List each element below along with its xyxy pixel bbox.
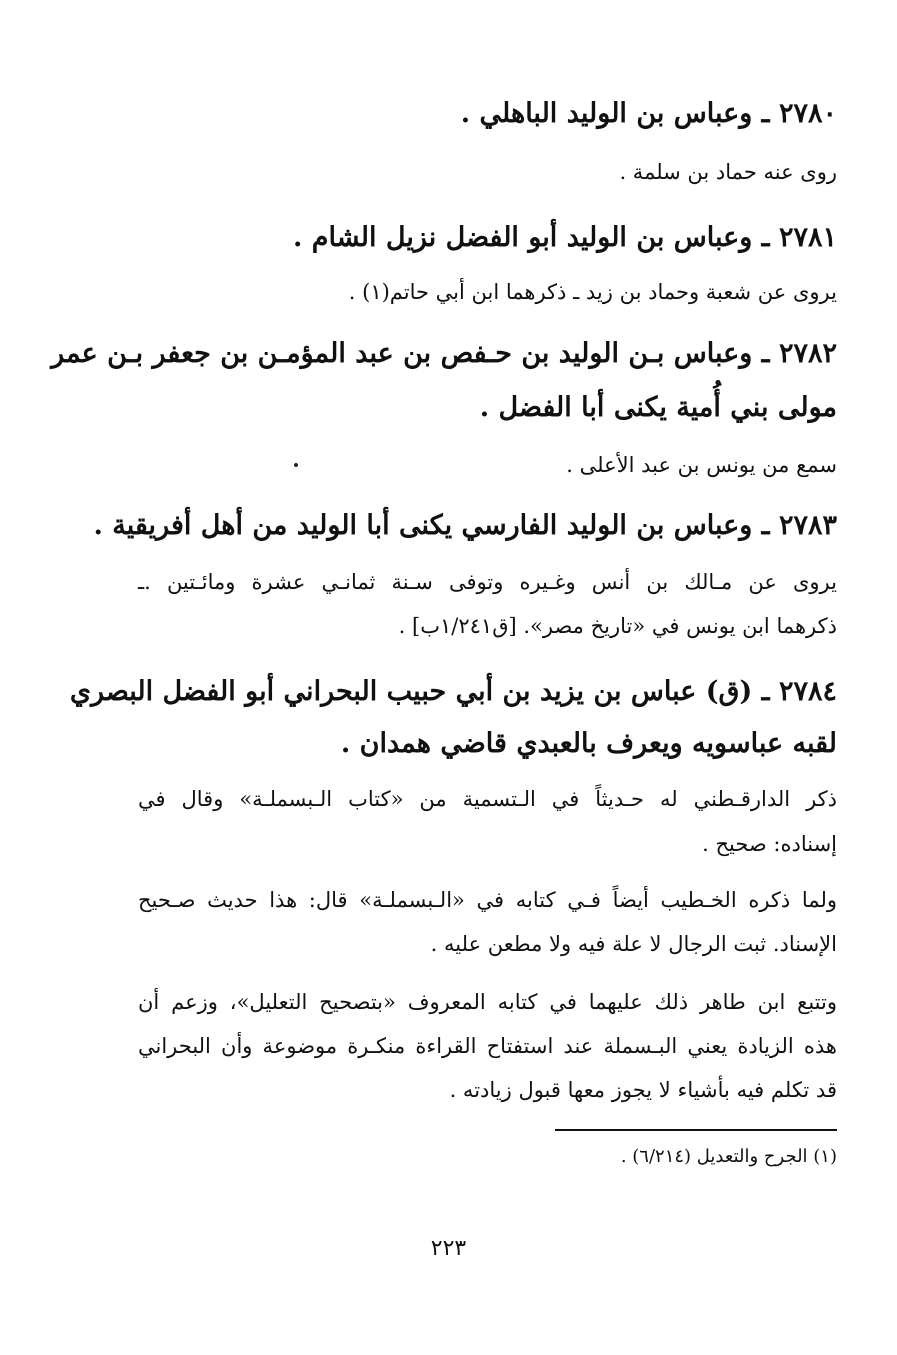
- entry-heading-2781: ٢٧٨١ ـ وعباس بن الوليد أبو الفضل نزيل الشام .: [292, 222, 837, 253]
- paragraph-daraqutni-line-2: إسناده: صحيح .: [702, 832, 837, 856]
- entry-text-2782: سمع من يونس بن عبد الأعلى .: [566, 453, 837, 477]
- paragraph-khatib-line-2: الإسناد. ثبت الرجال لا علة فيه ولا مطعن عليه .: [430, 932, 837, 956]
- entry-heading-2782-line-2: مولى بني أُمية يكنى أبا الفضل .: [479, 392, 837, 423]
- paragraph-ibn-tahir-line-3: قد تكلم فيه بأشياء لا يجوز معها قبول زيادته .: [449, 1078, 837, 1102]
- entry-text-2783-line-2: ذكرهما ابن يونس في «تاريخ مصر». [ق١/٢٤١ب] .: [398, 614, 837, 638]
- paragraph-khatib-line-1: ولما ذكره الخـطيب أيضاً فـي كتابه في «الـبسملـة» قال: هذا حديث صـحيح: [138, 888, 837, 912]
- footnote-separator: [555, 1129, 837, 1131]
- entry-heading-2784-line-1: ٢٧٨٤ ـ (ق) عباس بن يزيد بن أبي حبيب البحراني أبو الفضل البصري: [69, 676, 837, 707]
- entry-heading-2780: ٢٧٨٠ ـ وعباس بن الوليد الباهلي .: [460, 98, 837, 129]
- entry-heading-2784-line-2: لقبه عباسويه ويعرف بالعبدي قاضي همدان .: [340, 728, 837, 759]
- footnote-1: (١) الجرح والتعديل (٦/٢١٤) .: [620, 1146, 837, 1167]
- entry-heading-2783: ٢٧٨٣ ـ وعباس بن الوليد الفارسي يكنى أبا الوليد من أهل أفريقية .: [93, 510, 837, 541]
- paragraph-ibn-tahir-line-1: وتتبع ابن طاهر ذلك عليهما في كتابه المعروف «بتصحيح التعليل»، وزعم أن: [138, 990, 837, 1014]
- entry-heading-2782-line-1: ٢٧٨٢ ـ وعباس بـن الوليد بن حـفص بن عبد المؤمـن بن جعفر بـن عمر: [51, 338, 837, 369]
- entry-text-2780: روى عنه حماد بن سلمة .: [619, 160, 837, 184]
- page-number: ٢٢٣: [430, 1236, 467, 1261]
- paragraph-ibn-tahir-line-2: هذه الزيادة يعني البـسملة عند استفتاح القراءة منكـرة موضوعة وأن البحراني: [138, 1034, 837, 1058]
- print-speck: [294, 463, 298, 467]
- entry-text-2781: يروى عن شعبة وحماد بن زيد ـ ذكرهما ابن أبي حاتم(١) .: [348, 280, 837, 304]
- paragraph-daraqutni-line-1: ذكر الدارقـطني له حـديثاً في الـتسمية من «كتاب الـبسملـة» وقال في: [138, 787, 837, 811]
- entry-text-2783-line-1: يروى عن مـالك بن أنس وغـيره وتوفى سـنة ثمانـي عشرة ومائـتين .ـ: [138, 570, 837, 594]
